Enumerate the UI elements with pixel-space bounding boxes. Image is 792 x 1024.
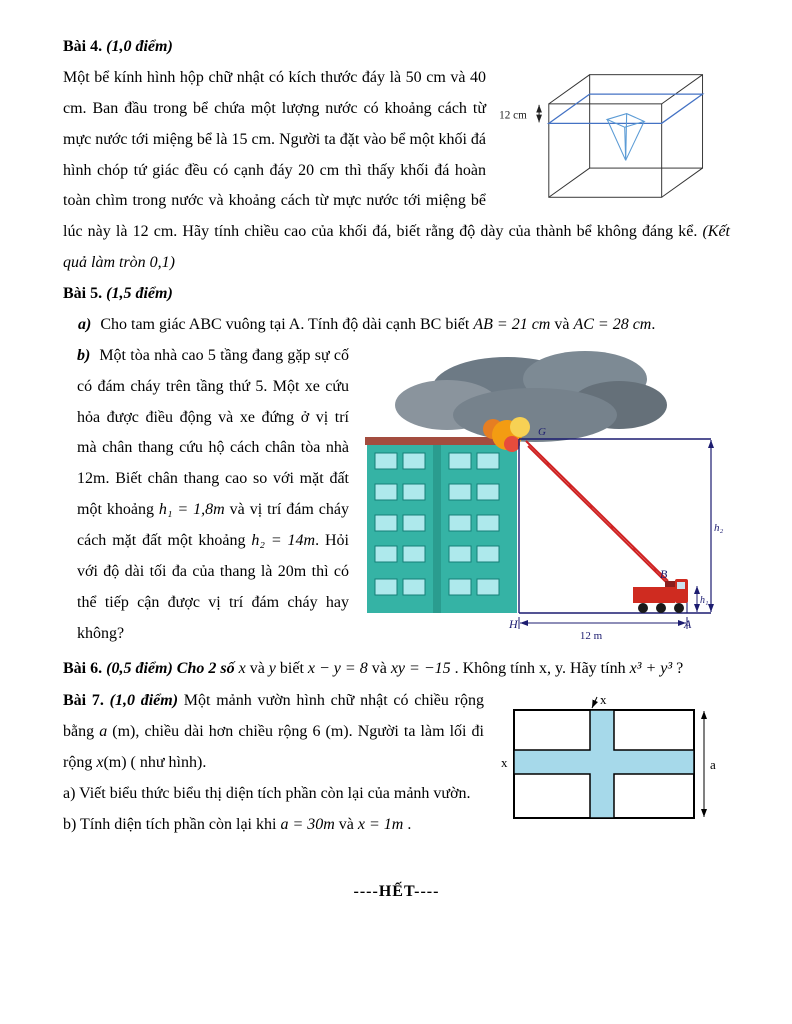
problem-5-points: (1,5 điểm) — [102, 285, 173, 302]
problem-5a-math-ac: AC = 28 cm — [573, 315, 652, 333]
problem-7-math-x: x — [96, 754, 104, 772]
point-b-label: B — [660, 566, 668, 581]
problem-6-lead: (0,5 điểm) Cho 2 số — [102, 659, 239, 677]
problem-7b-math-x: x = 1m — [357, 815, 404, 833]
water-surface — [549, 94, 703, 123]
problem-6-text-1: và — [245, 659, 269, 677]
problem-7-label: Bài 7. — [63, 692, 104, 710]
tank-figure — [498, 63, 730, 207]
fire-rescue-figure — [357, 341, 729, 646]
problem-5a-text-2: và — [550, 315, 574, 333]
problem-5-label: Bài 5. — [63, 285, 103, 302]
problem-6-text-3: và — [367, 659, 391, 677]
problem-7-text-3: (m) ( như hình). — [103, 754, 207, 772]
problem-7a: a) Viết biểu thức biểu thị diện tích phần còn lại của mảnh vườn. — [63, 785, 471, 802]
problem-6-text-2: biết — [275, 659, 308, 677]
problem-7b-text-3: . — [403, 815, 412, 833]
smoke-cloud-icon — [395, 351, 667, 442]
problem-7-text — [63, 686, 484, 840]
problem-5b-text — [77, 341, 349, 650]
problem-7 — [63, 686, 730, 840]
h1-label: h₁ — [700, 594, 709, 606]
point-h-label: H — [509, 616, 518, 631]
problem-5a-marker: a) — [78, 315, 92, 333]
problem-6-math-diff: x − y = 8 — [307, 659, 368, 677]
tank-figure-svg — [498, 63, 730, 207]
garden-figure — [498, 686, 730, 837]
problem-5a-text-3: . — [651, 315, 656, 333]
problem-7b-text-1: b) Tính diện tích phần còn lại khi — [63, 815, 281, 833]
problem-5b-math-h1: h₁ = 1,8m — [158, 501, 225, 519]
problem-6-math-cubes: x³ + y³ — [629, 659, 673, 677]
problem-4-note: (Kết quả làm tròn 0,1) — [63, 223, 730, 272]
fire-truck-icon — [633, 579, 688, 613]
problem-4-body — [63, 63, 730, 279]
problem-7b — [63, 810, 484, 841]
problem-5b-math-h2: h₂ = 14m — [251, 532, 316, 549]
h2-label: h₂ — [714, 521, 724, 534]
problem-5 — [63, 279, 730, 650]
garden-width-label: a — [710, 757, 716, 773]
base-dimension — [519, 617, 687, 629]
problem-5b-text-2: và vị trí đám cháy cách mặt đất một khoảng — [77, 501, 350, 549]
problem-5b-marker: b) — [77, 346, 91, 364]
problem-6-text-5: ? — [672, 659, 684, 677]
problem-6-math-product: xy = −15 — [390, 659, 451, 677]
problem-5a-math-ab: AB = 21 cm — [473, 315, 551, 333]
path-width-label-left: x — [501, 755, 508, 771]
problem-4-points: (1,0 điểm) — [102, 38, 173, 55]
problem-4-label: Bài 4. — [63, 38, 103, 55]
problem-5b-text-3: . Hỏi với độ dài tối đa của thang là 20m thì có thể tiếp cận được vị trí đám cháy hay không? — [77, 532, 349, 642]
problem-7-points: (1,0 điểm) — [103, 692, 179, 710]
problem-6 — [63, 654, 730, 685]
problem-7-text-2: (m), chiều dài hơn chiều rộng 6 (m). Người ta làm lối đi rộng — [63, 723, 485, 772]
problem-5a — [78, 310, 730, 341]
stone-pyramid — [607, 113, 644, 160]
problem-5b — [77, 341, 730, 650]
base-dimension-label: 12 m — [579, 629, 603, 641]
problem-4-heading — [63, 32, 730, 63]
problem-5-heading — [63, 279, 730, 310]
point-a-label: A — [684, 616, 692, 631]
garden-figure-svg — [498, 692, 730, 832]
problem-4-text: Một bể kính hình hộp chữ nhật có kích thước đáy là 50 cm và 40 cm. Ban đầu trong bể chứa một lượng nước có khoảng cách từ mực nước tới miệng bể là 15 cm. Người ta đặt vào bể một khối đá hình chóp tứ giác đều có cạnh đáy 20 cm thì thấy khối đá hoàn toàn chìm trong nước và khoảng cách từ mực nước tới miệng bể lúc này là 12 cm. Hãy tính chiều cao của khối đá, biết rằng độ dày của thành bể không đáng kể. — [63, 68, 703, 241]
end-marker: ----HẾT---- — [353, 882, 440, 900]
path-width-arrow — [592, 697, 597, 708]
gap-dimension-label: 12 cm — [499, 109, 527, 122]
fire-rescue-svg — [357, 341, 729, 641]
problem-7-text-1: Một mảnh vườn hình chữ nhật có chiều rộng bằng — [63, 692, 484, 741]
problem-7-intro — [63, 686, 484, 779]
problem-5a-text-1: Cho tam giác ABC vuông tại A. Tính độ dài cạnh BC biết — [100, 315, 474, 333]
path-width-label-top: x — [600, 692, 607, 708]
problem-7b-math-a: a = 30m — [280, 815, 335, 833]
building — [365, 437, 519, 613]
problem-7b-text-2: và — [334, 815, 358, 833]
problem-7-math-a: a — [99, 723, 108, 741]
problem-5b-text-1: Một tòa nhà cao 5 tầng đang gặp sự cố có đám cháy trên tầng thứ 5. Một xe cứu hỏa được điều động và xe đứng ở vị trí mà chân thang cứu hộ cách chân tòa nhà 12m. Biết chân thang cao so với mặt đất một khoảng — [77, 346, 349, 519]
point-g-label: G — [538, 425, 546, 438]
problem-6-math-y: y — [268, 659, 276, 677]
problem-6-label: Bài 6. — [63, 659, 103, 677]
problem-6-text-4: . Không tính x, y. Hãy tính — [450, 659, 630, 677]
problem-4 — [63, 32, 730, 279]
problem-6-math-x: x — [238, 659, 246, 677]
ladder — [526, 441, 670, 586]
